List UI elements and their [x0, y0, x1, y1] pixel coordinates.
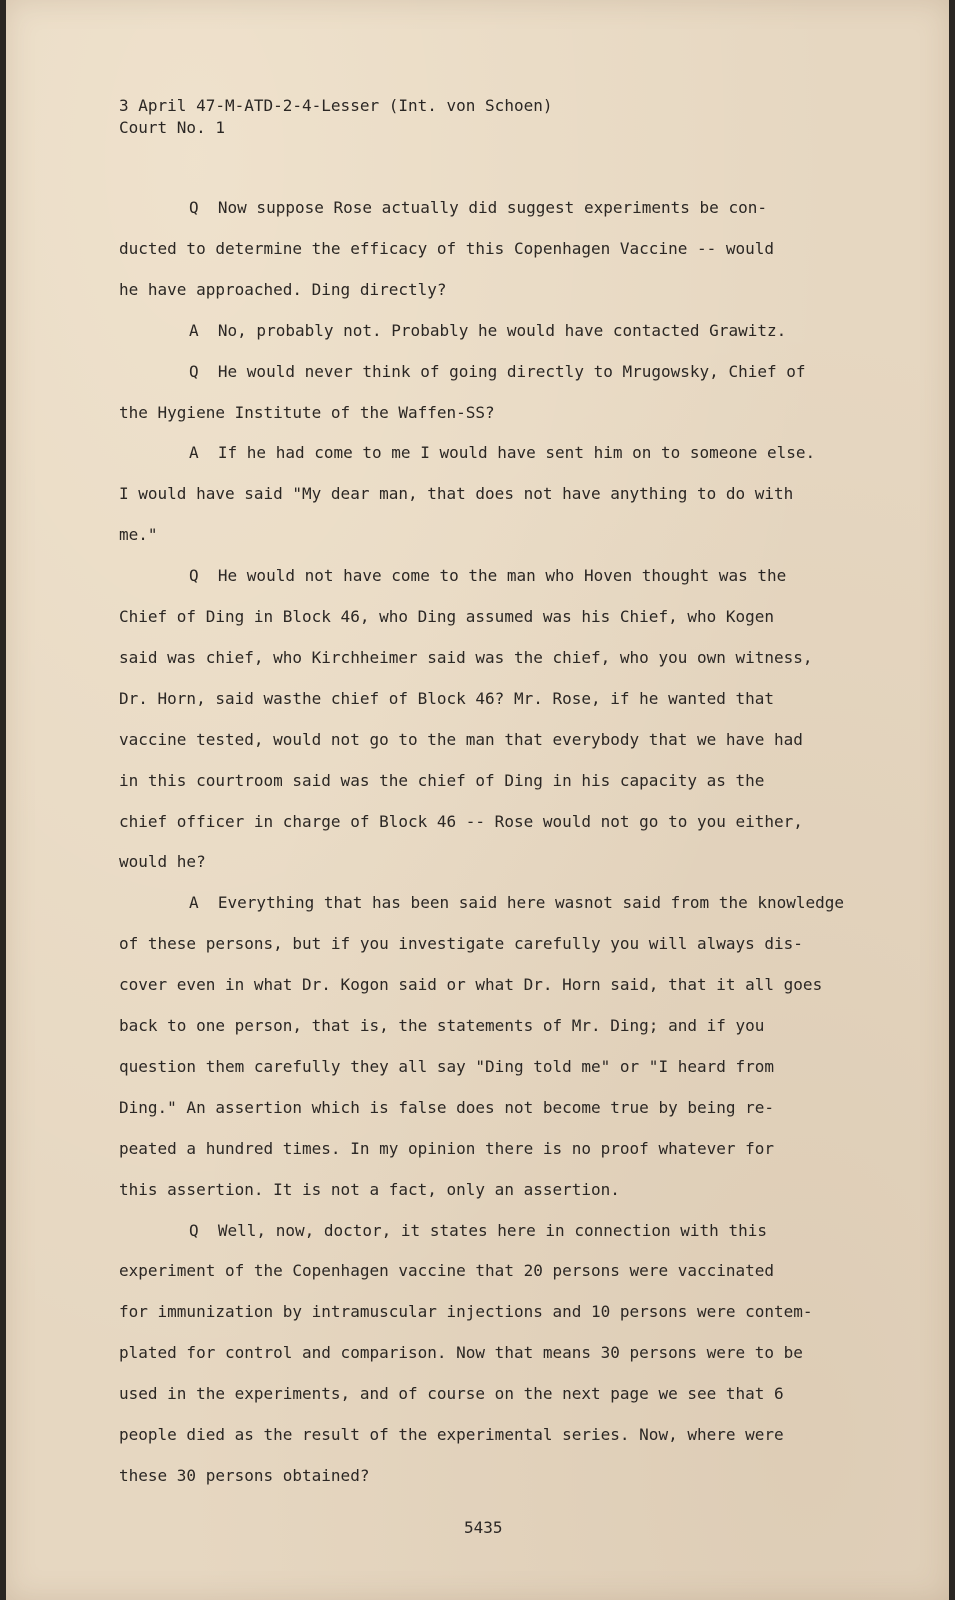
transcript-line: would he?	[119, 852, 206, 872]
transcript-line: Q He would not have come to the man who Hoven thought was the	[189, 566, 787, 586]
page-number: 5435	[464, 1518, 503, 1537]
transcript-line: Ding." An assertion which is false does not become true by being re-	[119, 1097, 775, 1117]
transcript-line: plated for control and comparison. Now that means 30 persons were to be	[119, 1343, 803, 1363]
transcript-line: used in the experiments, and of course on the next page we see that 6	[119, 1384, 784, 1404]
transcript-line: the Hygiene Institute of the Waffen-SS?	[119, 402, 495, 422]
header-date-line: 3 April 47-M-ATD-2-4-Lesser (Int. von Schoen)	[119, 96, 553, 115]
transcript-line: A If he had come to me I would have sent him on to someone else.	[189, 443, 816, 463]
header-court-line: Court No. 1	[119, 118, 225, 137]
transcript-line: Chief of Ding in Block 46, who Ding assumed was his Chief, who Kogen	[119, 607, 775, 626]
transcript-line: A No, probably not. Probably he would have contacted Grawitz.	[189, 320, 787, 340]
document-page	[6, 0, 949, 1600]
transcript-line: ducted to determine the efficacy of this Copenhagen Vaccine -- would	[119, 238, 775, 258]
transcript-line: vaccine tested, would not go to the man that everybody that we have had	[119, 729, 803, 749]
transcript-line: A Everything that has been said here wasnot said from the knowledge	[189, 893, 845, 913]
transcript-line: I would have said "My dear man, that does not have anything to do with	[119, 484, 794, 504]
transcript-line: chief officer in charge of Block 46 -- Rose would not go to you either,	[119, 811, 803, 831]
transcript-line: people died as the result of the experimental series. Now, where were	[119, 1425, 784, 1444]
transcript-line: said was chief, who Kirchheimer said was the chief, who you own witness,	[119, 647, 813, 667]
transcript-line: cover even in what Dr. Kogon said or what Dr. Horn said, that it all goes	[119, 975, 823, 995]
transcript-line: experiment of the Copenhagen vaccine that 20 persons were vaccinated	[119, 1261, 775, 1281]
transcript-line: these 30 persons obtained?	[119, 1465, 370, 1485]
transcript-line: Q He would never think of going directly to Mrugowsky, Chief of	[189, 361, 806, 381]
transcript-line: for immunization by intramuscular injections and 10 persons were contem-	[119, 1302, 813, 1322]
transcript-line: Dr. Horn, said wasthe chief of Block 46? Mr. Rose, if he wanted that	[119, 688, 775, 708]
transcript-line: he have approached. Ding directly?	[119, 279, 447, 299]
transcript-line: me."	[119, 525, 158, 545]
transcript-line: of these persons, but if you investigate carefully you will always dis-	[119, 934, 803, 954]
transcript-line: question them carefully they all say "Ding told me" or "I heard from	[119, 1056, 775, 1076]
transcript-line: Q Well, now, doctor, it states here in connection with this	[189, 1220, 767, 1240]
transcript-line: back to one person, that is, the statements of Mr. Ding; and if you	[119, 1016, 765, 1035]
transcript-line: this assertion. It is not a fact, only an assertion.	[119, 1179, 620, 1199]
transcript-line: peated a hundred times. In my opinion there is no proof whatever for	[119, 1138, 775, 1158]
transcript-line: in this courtroom said was the chief of Ding in his capacity as the	[119, 770, 765, 790]
transcript-line: Q Now suppose Rose actually did suggest experiments be con-	[189, 198, 767, 217]
